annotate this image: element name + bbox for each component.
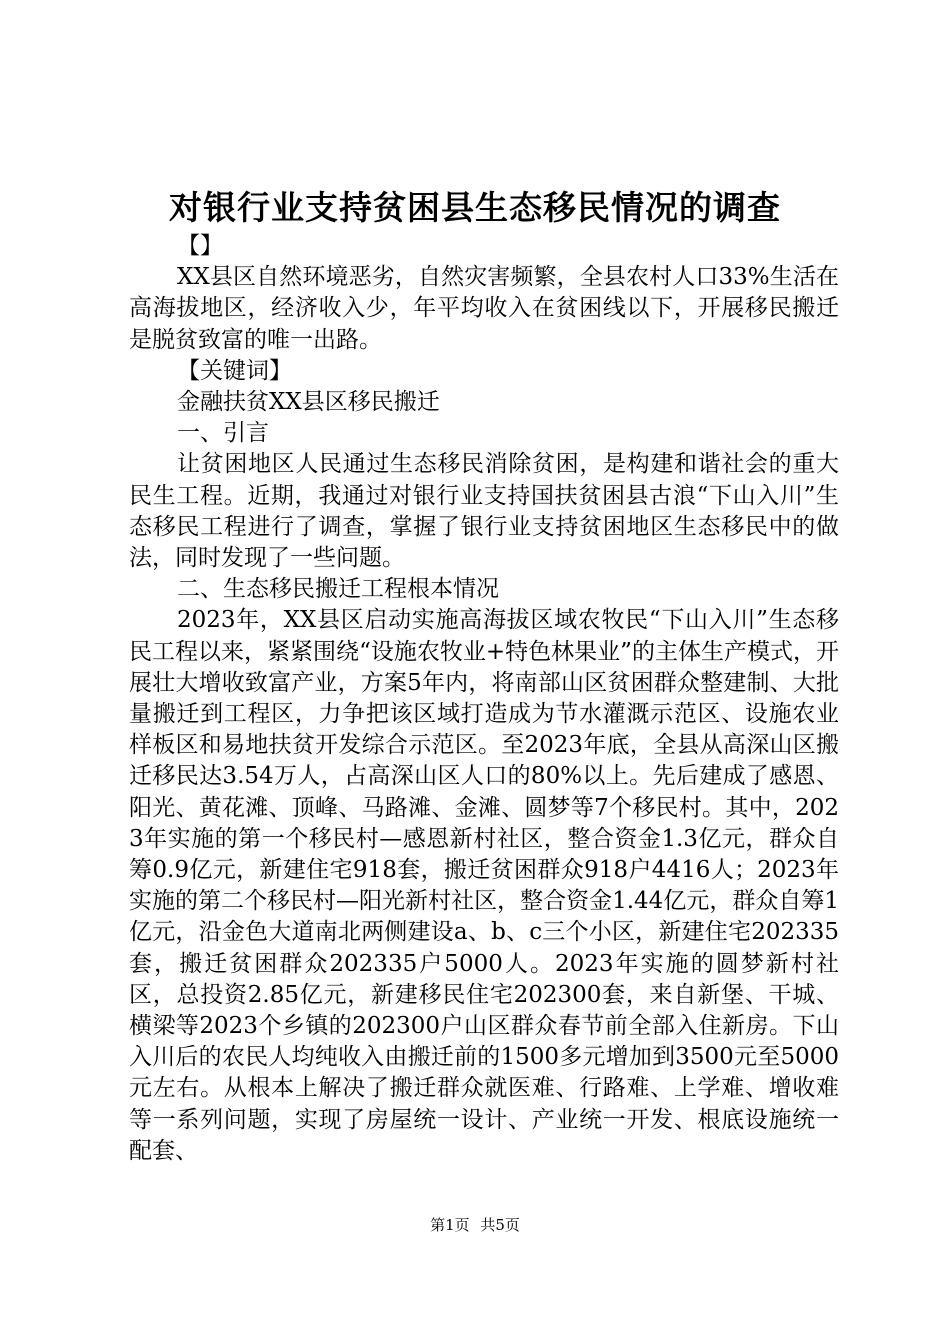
keywords-text: 金融扶贫XX县区移民搬迁	[177, 389, 440, 416]
abstract-bracket: 【】	[177, 233, 223, 259]
introduction-paragraph: 让贫困地区人民通过生态移民消除贫困，是构建和谐社会的重大民生工程。近期，我通过对银行业支持国扶贫困县古浪“下山入川”生态移民工程进行了调查，掌握了银行业支持贫困地区生态移民中的做法，同时发现了一些问题。	[129, 451, 839, 572]
document-body	[129, 231, 839, 1167]
document-title: 对银行业支持贫困县生态移民情况的调查	[169, 188, 781, 227]
keywords-heading: 【关键词】	[177, 357, 292, 384]
abstract-paragraph: XX县区自然环境恶劣，自然灾害频繁，全县农村人口33%生活在高海拔地区，经济收入少，年平均收入在贫困线以下，开展移民搬迁是脱贫致富的唯一出路。	[129, 264, 839, 353]
basic-situation-paragraph: 2023年，XX县区启动实施高海拔区域农牧民“下山入川”生态移民工程以来，紧紧围绕“设施农牧业+特色林果业”的主体生产模式，开展壮大增收致富产业，方案5年内，将南部山区贫困群众整建制、大批量搬迁到工程区，力争把该区域打造成为节水灌溉示范区、设施农业样板区和易地扶贫开发综合示范区。至2023年底，全县从高深山区搬迁移民达3.54万人，占高深山区人口的80%以上。先后建成了感恩、阳光、黄花滩、顶峰、马路滩、金滩、圆梦等7个移民村。其中，2023年实施的第一个移民村—感恩新村社区，整合资金1.3亿元，群众自筹0.9亿元，新建住宅918套，搬迁贫困群众918户4416人；2023年实施的第二个移民村—阳光新村社区，整合资金1.44亿元，群众自筹1亿元，沿金色大道南北两侧建设a、b、c三个小区，新建住宅202335套，搬迁贫困群众202335户5000人。2023年实施的圆梦新村社区，总投资2.85亿元，新建移民住宅202300套，来自新堡、干城、横梁等2023个乡镇的202300户山区群众春节前全部入住新房。下山入川后的农民人均纯收入由搬迁前的1500多元增加到3500元至5000元左右。从根本上解决了搬迁群众就医难、行路难、上学难、增收难等一系列问题，实现了房屋统一设计、产业统一开发、根底设施统一配套、	[129, 607, 839, 1164]
page-number-current: 第1页	[430, 1216, 470, 1234]
page-number-total: 共5页	[480, 1216, 520, 1234]
section-heading-introduction: 一、引言	[177, 420, 269, 447]
section-heading-basic-situation: 二、生态移民搬迁工程根本情况	[177, 576, 499, 603]
page-footer	[0, 1215, 950, 1235]
